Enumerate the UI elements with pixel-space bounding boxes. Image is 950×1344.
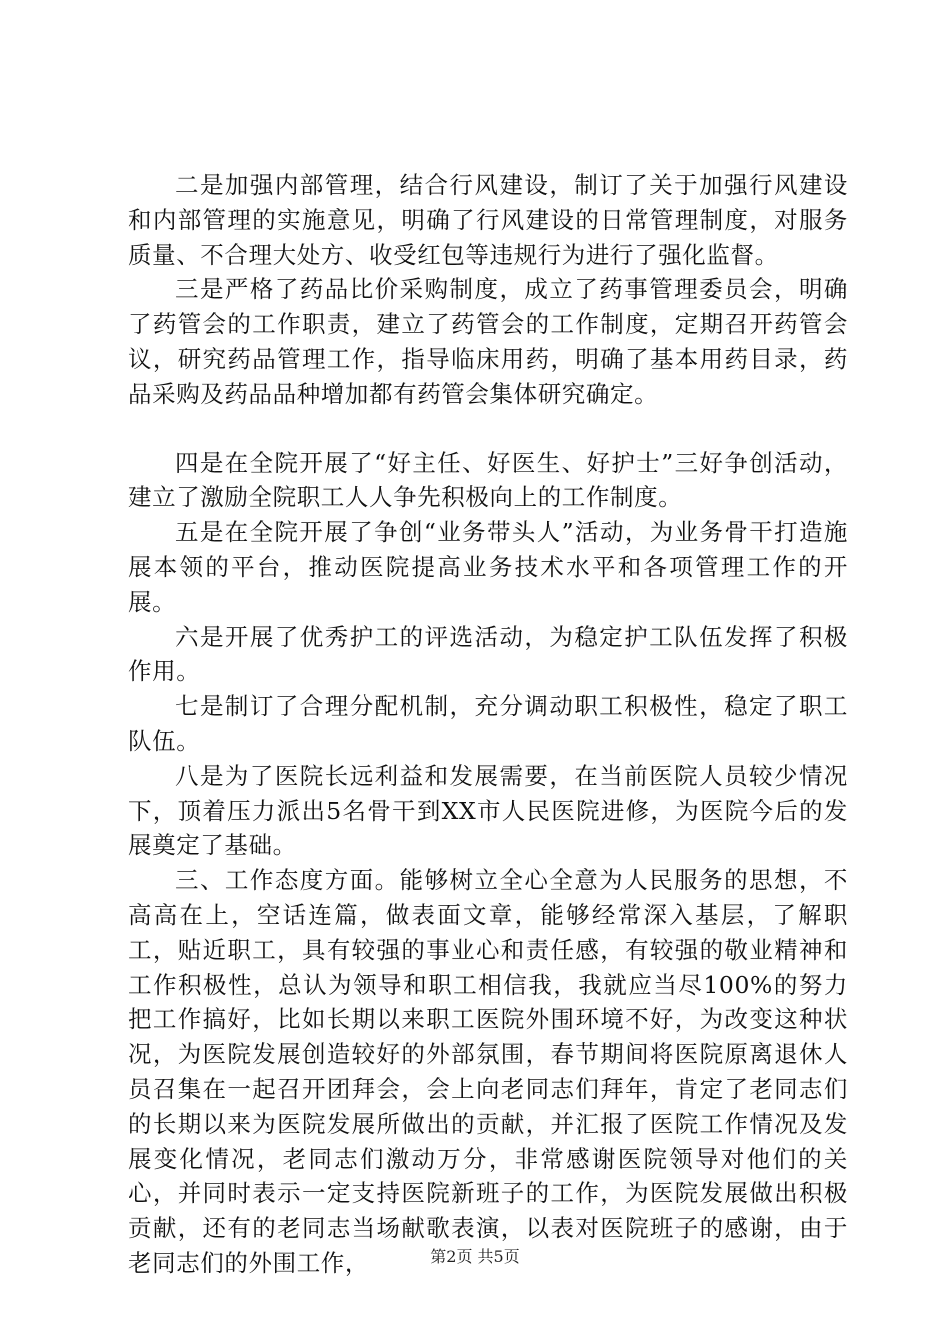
paragraph-internal-management: 二是加强内部管理，结合行风建设，制订了关于加强行风建设和内部管理的实施意见，明确了行风建设的日常管理制度，对服务质量、不合理大处方、收受红包等违规行为进行了强化监督。 <box>128 171 848 269</box>
paragraph-business-leader-campaign: 五是在全院开展了争创“业务带头人”活动，为业务骨干打造施展本领的平台，推动医院提高业务技术水平和各项管理工作的开展。 <box>128 518 848 616</box>
paragraph-work-attitude: 三、工作态度方面。能够树立全心全意为人民服务的思想，不高高在上，空话连篇，做表面文章，能够经常深入基层，了解职工，贴近职工，具有较强的事业心和责任感，有较强的敬业精神和工作积极性，总认为领导和职工相信我，我就应当尽100%的努力把工作搞好，比如长期以来职工医院外围环境不好，为改变这种状况，为医院发展创造较好的外部氛围，春节期间将医院原离退休人员召集在一起召开团拜会，会上向老同志们拜年，肯定了老同志们的长期以来为医院发展所做出的贡献，并汇报了医院工作情况及发展变化情况，老同志们激动万分，非常感谢医院领导对他们的关心，并同时表示一定支持医院新班子的工作，为医院发展做出积极贡献，还有的老同志当场献歌表演，以表对医院班子的感谢，由于老同志们的外围工作， <box>128 866 848 1277</box>
page-number-footer: 第2页 共5页 <box>430 1247 520 1266</box>
paragraph-staff-training: 八是为了医院长远利益和发展需要，在当前医院人员较少情况下，顶着压力派出5名骨干到XX市人民医院进修，为医院今后的发展奠定了基础。 <box>128 761 848 860</box>
paragraph-distribution-mechanism: 七是制订了合理分配机制，充分调动职工积极性，稳定了职工队伍。 <box>128 692 848 755</box>
document-body <box>128 168 848 1281</box>
paragraph-drug-procurement: 三是严格了药品比价采购制度，成立了药事管理委员会，明确了药管会的工作职责，建立了药管会的工作制度，定期召开药管会议，研究药品管理工作，指导临床用药，明确了基本用药目录，药品采购及药品品种增加都有药管会集体研究确定。 <box>128 275 848 408</box>
paragraph-three-good-campaign: 四是在全院开展了“好主任、好医生、好护士”三好争创活动，建立了激励全院职工人人争先积极向上的工作制度。 <box>128 448 848 512</box>
paragraph-excellent-nurse-selection: 六是开展了优秀护工的评选活动，为稳定护工队伍发挥了积极作用。 <box>128 622 848 686</box>
